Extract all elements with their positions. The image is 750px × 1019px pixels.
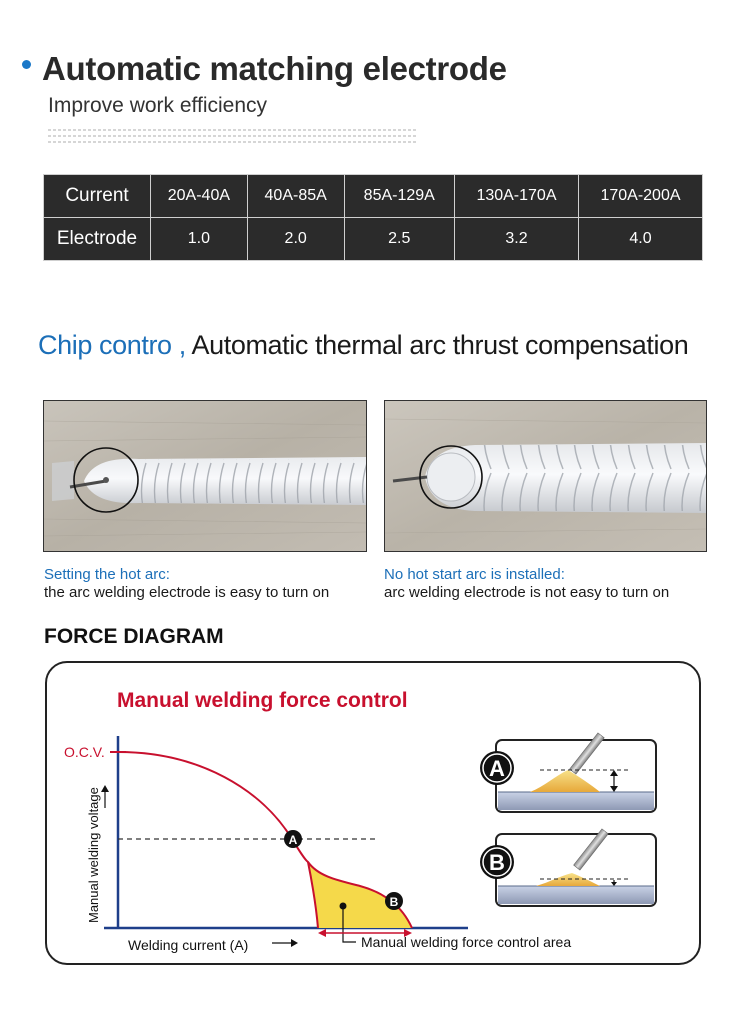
chip-title-blue: Chip contro , [38,330,186,360]
range-arrow-left [318,929,326,937]
point-a-label: A [288,833,298,847]
table-cell: 40A-85A [247,175,344,218]
table-cell: 2.0 [247,218,344,261]
page-title: Automatic matching electrode [42,50,507,87]
illustration-a [480,733,656,812]
caption-right-text: arc welding electrode is not easy to turn on [384,584,670,601]
force-diagram-heading: FORCE DIAGRAM [44,625,224,648]
illustration-a-label: A [489,756,505,781]
y-axis-arrowhead [101,785,109,792]
table-header-electrode: Electrode [44,218,151,261]
page-subtitle: Improve work efficiency [48,94,268,117]
illustration-b [480,829,656,906]
chip-title-dark: Automatic thermal arc thrust compensation [191,330,689,360]
caption-left-title: Setting the hot arc: [44,566,170,583]
x-axis-label: Welding current (A) [128,937,249,953]
illustration-b-label: B [489,850,505,875]
area-label: Manual welding force control area [361,934,572,950]
table-cell: 2.5 [344,218,454,261]
table-cell: 3.2 [454,218,578,261]
table-cell: 20A-40A [151,175,248,218]
table-header-current: Current [44,175,151,218]
table-cell: 85A-129A [344,175,454,218]
table-cell: 130A-170A [454,175,578,218]
x-axis-arrowhead [291,939,298,947]
point-b-label: B [389,895,399,909]
table-cell: 170A-200A [578,175,702,218]
caption-left-text: the arc welding electrode is easy to turn on [44,584,330,601]
table-cell: 4.0 [578,218,702,261]
chart-title: Manual welding force control [117,689,408,712]
ocv-label: O.C.V. [64,744,105,760]
table-cell: 1.0 [151,218,248,261]
y-axis-label: Manual welding voltage [86,787,101,923]
caption-right-title: No hot start arc is installed: [384,566,565,583]
